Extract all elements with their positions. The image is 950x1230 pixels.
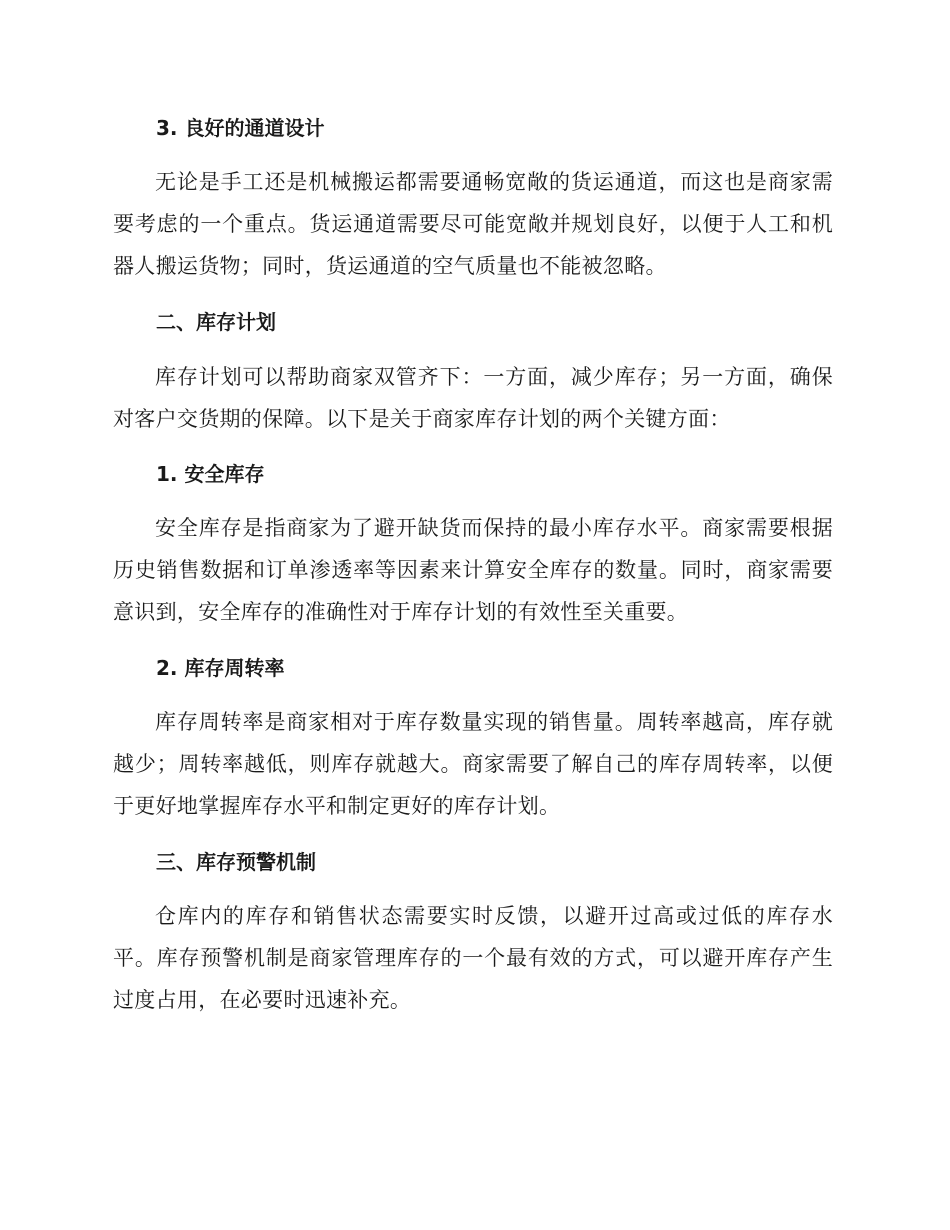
section-paragraph: 无论是手工还是机械搬运都需要通畅宽敞的货运通道，而这也是商家需要考虑的一个重点。货运通道需要尽可能宽敞并规划良好，以便于人工和机器人搬运货物；同时，货运通道的空气质量也不能被忽略。	[113, 170, 833, 278]
section-heading: 3. 良好的通道设计	[156, 116, 325, 140]
section-paragraph: 安全库存是指商家为了避开缺货而保持的最小库存水平。商家需要根据历史销售数据和订单渗透率等因素来计算安全库存的数量。同时，商家需要意识到，安全库存的准确性对于库存计划的有效性至关重要。	[113, 516, 833, 624]
section-heading: 2. 库存周转率	[156, 656, 285, 680]
section-heading: 三、库存预警机制	[156, 850, 316, 874]
section-heading: 二、库存计划	[156, 310, 276, 334]
section-paragraph: 仓库内的库存和销售状态需要实时反馈，以避开过高或过低的库存水平。库存预警机制是商家管理库存的一个最有效的方式，可以避开库存产生过度占用，在必要时迅速补充。	[113, 904, 833, 1012]
section-heading: 1. 安全库存	[156, 462, 265, 486]
section-paragraph: 库存周转率是商家相对于库存数量实现的销售量。周转率越高，库存就越少；周转率越低，则库存就越大。商家需要了解自己的库存周转率，以便于更好地掌握库存水平和制定更好的库存计划。	[113, 710, 833, 818]
section-paragraph: 库存计划可以帮助商家双管齐下：一方面，减少库存；另一方面，确保对客户交货期的保障。以下是关于商家库存计划的两个关键方面：	[113, 365, 833, 431]
